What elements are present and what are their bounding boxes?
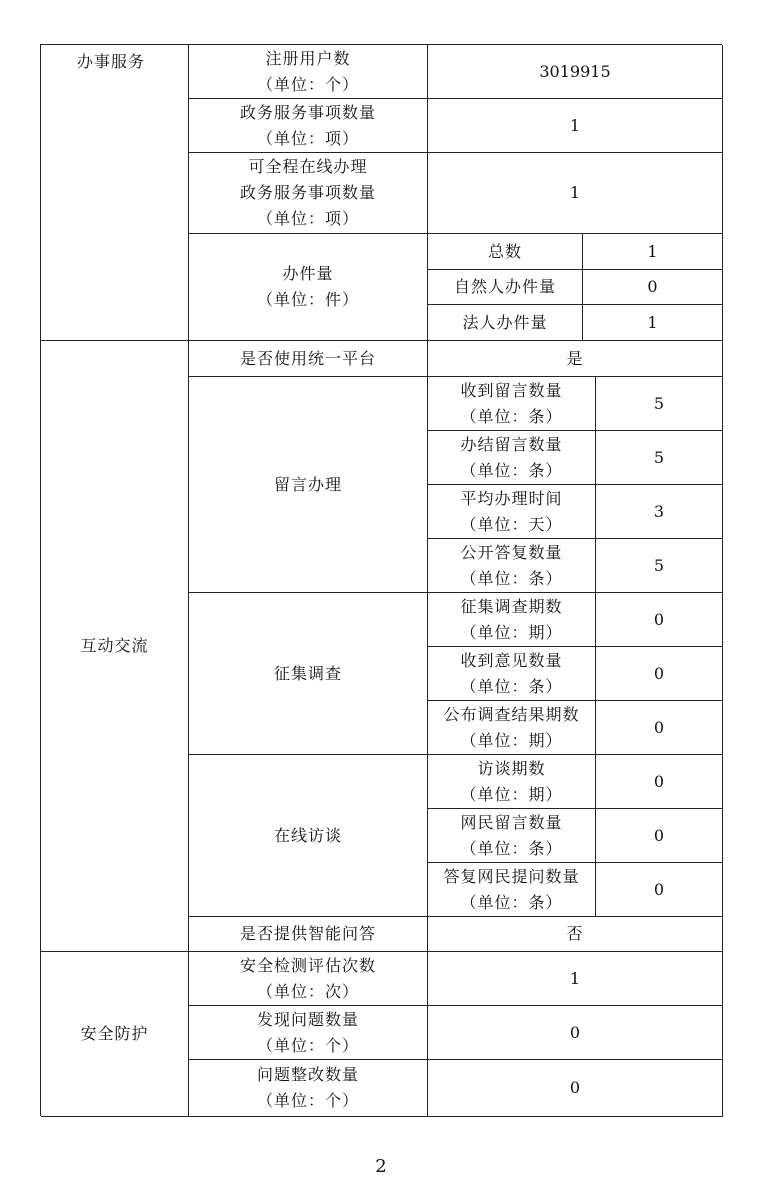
cases-total-value: 1 (583, 234, 723, 270)
cases-natural-value: 0 (583, 270, 723, 305)
security-issues-value: 0 (428, 1006, 723, 1060)
messages-item-value: 3 (596, 485, 723, 539)
messages-item-value: 5 (596, 377, 723, 431)
statistics-table (40, 44, 722, 1116)
interview-item-label: 答复网民提问数量 （单位：条） (428, 863, 596, 917)
section-service: 办事服务 (41, 45, 189, 341)
security-checks-value: 1 (428, 952, 723, 1006)
survey-item-label: 收到意见数量 （单位：条） (428, 647, 596, 701)
interview-item-value: 0 (596, 755, 723, 809)
cases-legal-label: 法人办件量 (428, 305, 583, 341)
unified-platform-label: 是否使用统一平台 (189, 341, 428, 377)
section-security: 安全防护 (41, 952, 189, 1117)
interview-label: 在线访谈 (189, 755, 428, 917)
interview-item-value: 0 (596, 809, 723, 863)
cases-natural-label: 自然人办件量 (428, 270, 583, 305)
unified-platform-value: 是 (428, 341, 723, 377)
smart-qa-label: 是否提供智能问答 (189, 917, 428, 952)
section-interaction: 互动交流 (41, 341, 189, 952)
messages-item-value: 5 (596, 539, 723, 593)
messages-item-label: 公开答复数量 （单位：条） (428, 539, 596, 593)
cases-total-label: 总数 (428, 234, 583, 270)
smart-qa-value: 否 (428, 917, 723, 952)
messages-item-label: 办结留言数量 （单位：条） (428, 431, 596, 485)
messages-item-label: 收到留言数量 （单位：条） (428, 377, 596, 431)
interview-item-label: 网民留言数量 （单位：条） (428, 809, 596, 863)
security-fixed-value: 0 (428, 1060, 723, 1117)
cases-legal-value: 1 (583, 305, 723, 341)
survey-label: 征集调查 (189, 593, 428, 755)
interview-item-value: 0 (596, 863, 723, 917)
online-items-value: 1 (428, 153, 723, 234)
messages-item-label: 平均办理时间 （单位：天） (428, 485, 596, 539)
messages-item-value: 5 (596, 431, 723, 485)
security-fixed-label: 问题整改数量 （单位：个） (189, 1060, 428, 1117)
survey-item-label: 征集调查期数 （单位：期） (428, 593, 596, 647)
messages-label: 留言办理 (189, 377, 428, 593)
service-items-value: 1 (428, 99, 723, 153)
online-items-label: 可全程在线办理 政务服务事项数量 （单位：项） (189, 153, 428, 234)
service-items-label: 政务服务事项数量 （单位：项） (189, 99, 428, 153)
survey-item-value: 0 (596, 647, 723, 701)
cases-label: 办件量 （单位：件） (189, 234, 428, 341)
registered-users-value: 3019915 (428, 45, 723, 99)
survey-item-value: 0 (596, 593, 723, 647)
survey-item-value: 0 (596, 701, 723, 755)
registered-users-label: 注册用户数 （单位：个） (189, 45, 428, 99)
interview-item-label: 访谈期数 （单位：期） (428, 755, 596, 809)
page-number: 2 (375, 1156, 387, 1177)
security-checks-label: 安全检测评估次数 （单位：次） (189, 952, 428, 1006)
security-issues-label: 发现问题数量 （单位：个） (189, 1006, 428, 1060)
survey-item-label: 公布调查结果期数 （单位：期） (428, 701, 596, 755)
